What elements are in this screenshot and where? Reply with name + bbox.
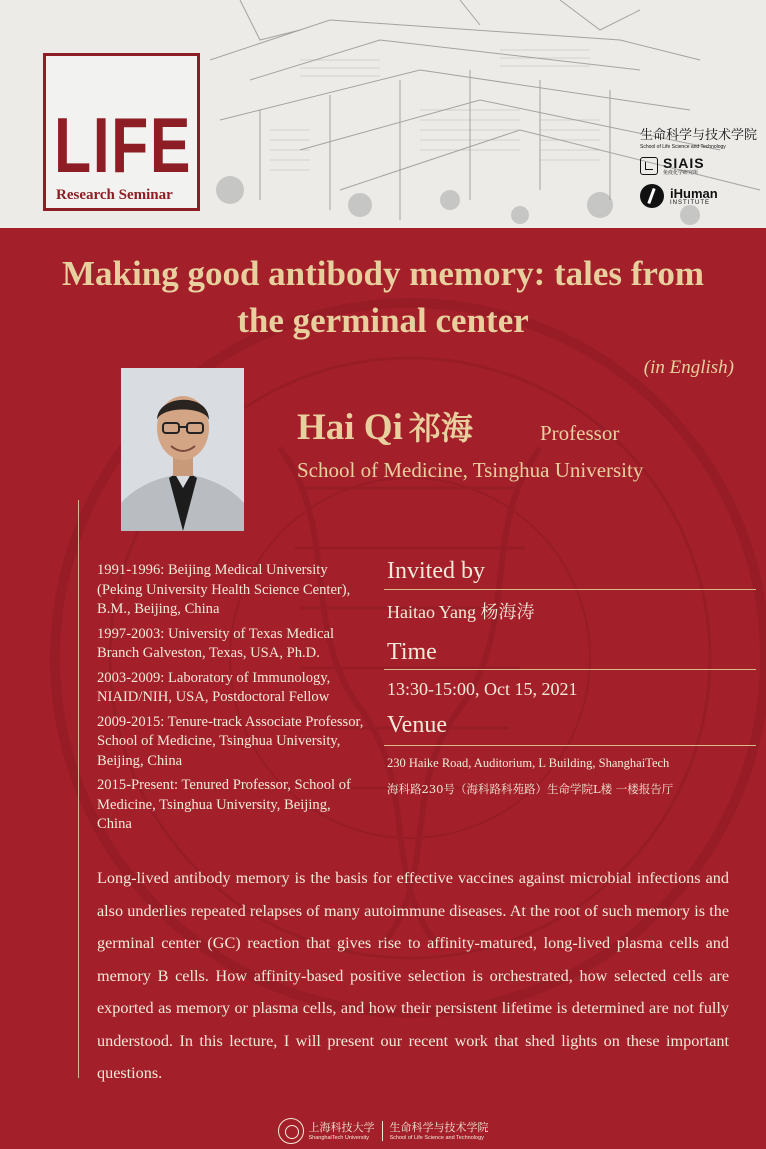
siais-name: SIAIS [663,155,705,171]
siais-icon [640,157,658,175]
education-item: 2015-Present: Tenured Professor, School of Medicine, Tsinghua University, Beijing, China [97,777,351,832]
ihuman-name: iHuman [670,185,718,201]
slst-footer-cn: 生命科学与技术学院 [389,1121,489,1135]
partner-logos [640,124,758,208]
venue-line1: 230 Haike Road, Auditorium, L Building, ShanghaiTech [387,756,670,770]
talk-title-line2: the germinal center [237,301,529,340]
invited-by-rule [384,589,756,590]
education-list [97,561,367,840]
siais-logo [640,156,752,176]
time-rule [384,669,756,670]
venue-label: Venue [387,712,447,738]
speaker-affiliation: School of Medicine, Tsinghua University [297,458,644,482]
speaker-portrait-icon [121,368,244,531]
speaker-name-en: Hai Qi [297,407,403,448]
siais-cn: 免疫化学研究所 [663,170,699,176]
speaker-name [297,403,473,449]
time-value: 13:30-15:00, Oct 15, 2021 [387,679,578,699]
ihuman-icon [640,184,664,208]
education-item: 1997-2003: University of Texas Medical Branch Galveston, Texas, USA, Ph.D. [97,625,335,661]
speaker-title: Professor [540,421,620,445]
slst-logo-en: School of Life Science and Technology [640,144,726,150]
ihuman-logo [640,184,752,208]
life-logo [43,53,200,211]
shanghaitech-logo [309,1121,375,1140]
talk-title-line1: Making good antibody memory: tales from [62,254,704,293]
slst-logo-cn: 生命科学与技术学院 [640,128,758,143]
slst-footer-logo [390,1121,489,1140]
shanghaitech-name-cn: 上海科技大学 [308,1121,375,1135]
footer-logos [0,1116,766,1146]
speaker-photo [121,368,244,531]
footer-separator [382,1121,383,1141]
education-item: 2003-2009: Laboratory of Immunology, NIAID/NIH, USA, Postdoctoral Fellow [97,669,331,705]
language-note: (in English) [643,357,734,378]
ihuman-sub: INSTITUTE [670,199,710,206]
time-label: Time [387,639,437,665]
speaker-name-cn: 祁海 [408,409,473,447]
invited-by-label: Invited by [387,558,485,584]
shanghaitech-seal-icon [278,1118,304,1144]
series-label: Research Seminar [56,187,173,203]
education-item: 2009-2015: Tenure-track Associate Professor, School of Medicine, Tsinghua University, Beijing, China [97,713,364,769]
venue-rule [384,745,756,746]
shanghaitech-name-en: ShanghaiTech University [308,1134,370,1141]
abstract-text: Long-lived antibody memory is the basis for effective vaccines against microbial infections and also underlies repeated relapses of many autoimmune diseases. At the root of such memory is the germinal center (GC) reaction that gives rise to affinity-matured, long-lived plasma cells and memory B cells. How affinity-based positive selection is orchestrated, how selected cells are exported as memory or plasma cells, and how their persistent lifetime is determined are not fully understood. In this lecture, I will present our recent work that shed lights on these important questions. [97,869,729,1082]
invited-by-value: Haitao Yang 杨海涛 [387,602,535,622]
venue-line2: 海科路230号（海科路科苑路）生命学院L楼 一楼报告厅 [387,782,674,796]
slst-footer-en: School of Life Science and Technology [389,1134,484,1141]
life-logo-word: LIFE [54,101,193,189]
header-banner [0,0,766,228]
left-divider-line [78,500,79,1078]
talk-title [0,250,766,344]
education-item: 1991-1996: Beijing Medical University (Peking University Health Science Center), B.M., Beijing, China [97,562,351,617]
